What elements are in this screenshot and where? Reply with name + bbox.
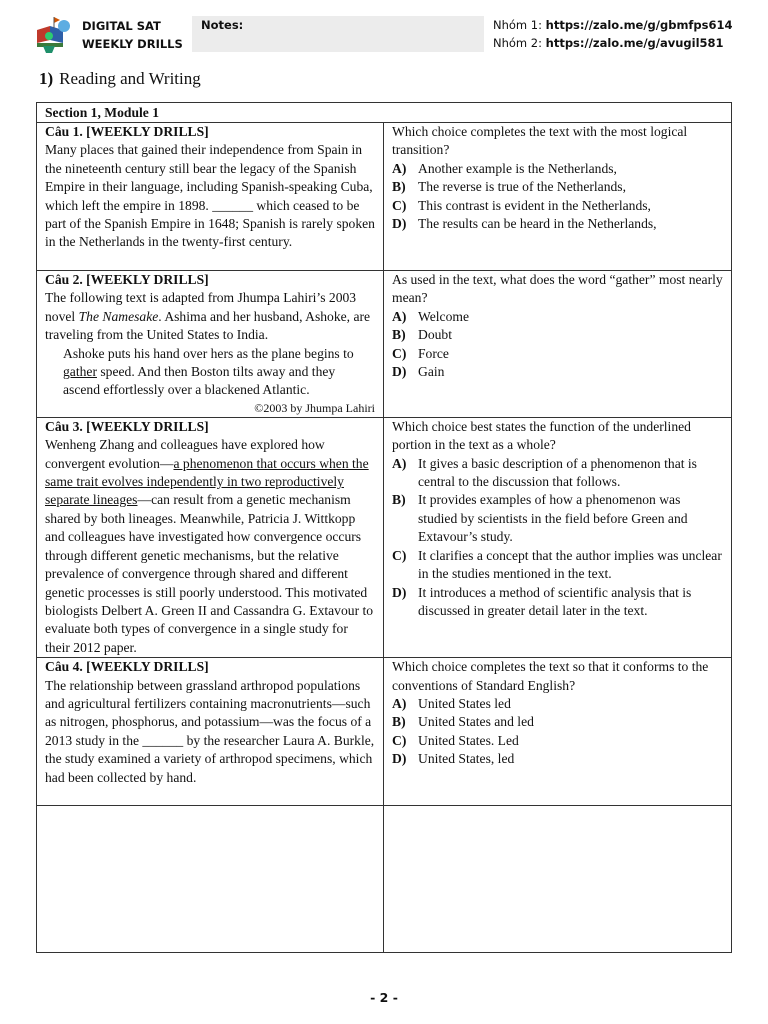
question-4-prompt: Which choice completes the text so that it conforms to the conventions of Standard English? xyxy=(392,659,709,693)
question-4-answers xyxy=(384,658,732,806)
page-header xyxy=(0,0,768,60)
section-number: 1) xyxy=(39,69,54,88)
brand-line-2: WEEKLY DRILLS xyxy=(82,37,183,51)
question-1-answers xyxy=(384,123,732,271)
empty-cell-left xyxy=(37,806,384,953)
sat-logo-icon xyxy=(34,16,74,54)
brand-name xyxy=(82,17,183,53)
question-row-3 xyxy=(37,417,732,657)
question-2-answers xyxy=(384,271,732,418)
table-title: Section 1, Module 1 xyxy=(37,103,732,123)
question-row-1 xyxy=(37,123,732,271)
question-1-text: Many places that gained their independence from Spain in the nineteenth century still bear the legacy of the Spanish Empire in their language, including Spanish-speaking Cuba, which left the empire in 1898. ______ which ceased to be part of the Spanish Empire in 1648; Spanish is rarely spoken in the Netherlands in the twenty-first century. xyxy=(45,142,375,250)
question-3-option-d[interactable]: D) It introduces a method of scientific analysis that is discussed in greater detail later in the text. xyxy=(392,584,692,618)
section-title: Reading and Writing xyxy=(59,69,201,88)
group-2-line xyxy=(493,34,733,52)
empty-row xyxy=(37,806,732,953)
novel-title: The Namesake xyxy=(78,308,159,324)
question-2-option-b[interactable]: B) Doubt xyxy=(392,327,452,343)
group-1-link[interactable]: https://zalo.me/g/gbmfps614 xyxy=(545,18,733,32)
question-4-option-a[interactable]: A) United States led xyxy=(392,695,511,711)
question-row-2 xyxy=(37,271,732,418)
question-1-option-b[interactable]: B) The reverse is true of the Netherlands, xyxy=(392,179,626,195)
underlined-portion: a phenomenon that occurs when the same trait evolves independently in two reproductively separate lineages xyxy=(45,455,369,508)
question-2-citation: ©2003 by Jhumpa Lahiri xyxy=(254,400,375,415)
question-3-option-a[interactable]: A) It gives a basic description of a phenomenon that is central to the discussion that follows. xyxy=(392,455,697,490)
question-4-option-d[interactable]: D) United States, led xyxy=(392,751,515,767)
question-2-intro: The following text is adapted from Jhumpa Lahiri’s 2003 novel The Namesake. Ashima and her husband, Ashoke, are traveling from the United States to India. xyxy=(45,290,371,343)
page-number: - 2 - xyxy=(370,990,398,1005)
question-2-option-d[interactable]: D) Gain xyxy=(392,364,445,380)
question-3-option-c[interactable]: C) It clarifies a concept that the author implies was unclear in the studies mentioned in the text. xyxy=(392,547,722,582)
group-1-label: Nhóm 1: xyxy=(493,18,546,32)
question-1-head: Câu 1. [WEEKLY DRILLS] xyxy=(45,124,209,139)
group-1-line xyxy=(493,16,733,34)
group-2-link[interactable]: https://zalo.me/g/avugil581 xyxy=(545,36,724,50)
question-3-answers xyxy=(384,417,732,657)
empty-cell-right xyxy=(384,806,732,953)
group-2-label: Nhóm 2: xyxy=(493,36,546,50)
questions-table xyxy=(36,102,732,953)
question-1-option-c[interactable]: C) This contrast is evident in the Netherlands, xyxy=(392,197,651,213)
question-4-option-b[interactable]: B) United States and led xyxy=(392,714,534,730)
question-2-option-a[interactable]: A) Welcome xyxy=(392,308,469,324)
question-row-4 xyxy=(37,658,732,806)
question-1-option-d[interactable]: D) The results can be heard in the Netherlands, xyxy=(392,216,657,232)
question-2-head: Câu 2. [WEEKLY DRILLS] xyxy=(45,272,209,287)
question-3-passage xyxy=(37,417,384,657)
question-2-passage xyxy=(37,271,384,418)
question-4-text: The relationship between grassland arthropod populations and agricultural fertilizers containing macronutrients—such as nitrogen, phosphorus, and potassium—was the focus of a 2013 study in the ______ by the researcher Laura A. Burkle, the study examined a variety of arthropod specimens, which had been collected by hand. xyxy=(45,677,375,785)
group-links xyxy=(493,16,733,52)
question-3-head: Câu 3. [WEEKLY DRILLS] xyxy=(45,418,209,434)
question-1-passage xyxy=(37,123,384,271)
question-3-prompt: Which choice best states the function of the underlined portion in the text as a whole? xyxy=(392,418,691,453)
question-2-option-c[interactable]: C) Force xyxy=(392,345,449,361)
question-2-quote: Ashoke puts his hand over hers as the plane begins to gather speed. And then Boston tilts away and they ascend effortlessly over a blackened Atlantic. xyxy=(63,345,354,398)
section-heading xyxy=(39,69,201,89)
brand-line-1: DIGITAL SAT xyxy=(82,19,161,33)
question-1-prompt: Which choice completes the text with the most logical transition? xyxy=(392,124,688,158)
underlined-word: gather xyxy=(63,364,97,380)
question-4-option-c[interactable]: C) United States. Led xyxy=(392,732,519,748)
question-1-option-a[interactable]: A) Another example is the Netherlands, xyxy=(392,160,617,176)
question-4-head: Câu 4. [WEEKLY DRILLS] xyxy=(45,659,209,675)
question-4-passage xyxy=(37,658,384,806)
question-3-option-b[interactable]: B) It provides examples of how a phenomenon was studied by scientists in the field before Green and Extavour’s study. xyxy=(392,492,688,545)
question-2-prompt: As used in the text, what does the word “gather” most nearly mean? xyxy=(392,272,723,306)
notes-field[interactable] xyxy=(192,16,484,52)
question-3-text: Wenheng Zhang and colleagues have explored how convergent evolution—a phenomenon that occurs when the same trait evolves independently in two reproductively separate lineages—can result from a genetic mechanism shared by both lineages. Meanwhile, Patricia J. Wittkopp and colleagues have investigated how convergence occurs through different genetic mechanisms, but the relative prevalence of convergence through shared and different genetic processes is still poorly understood. This motivated biologists Delbert A. Green II and Cassandra G. Extavour to evaluate both types of convergence in a single study for their 2012 paper. xyxy=(45,437,374,655)
notes-label: Notes: xyxy=(201,18,244,32)
